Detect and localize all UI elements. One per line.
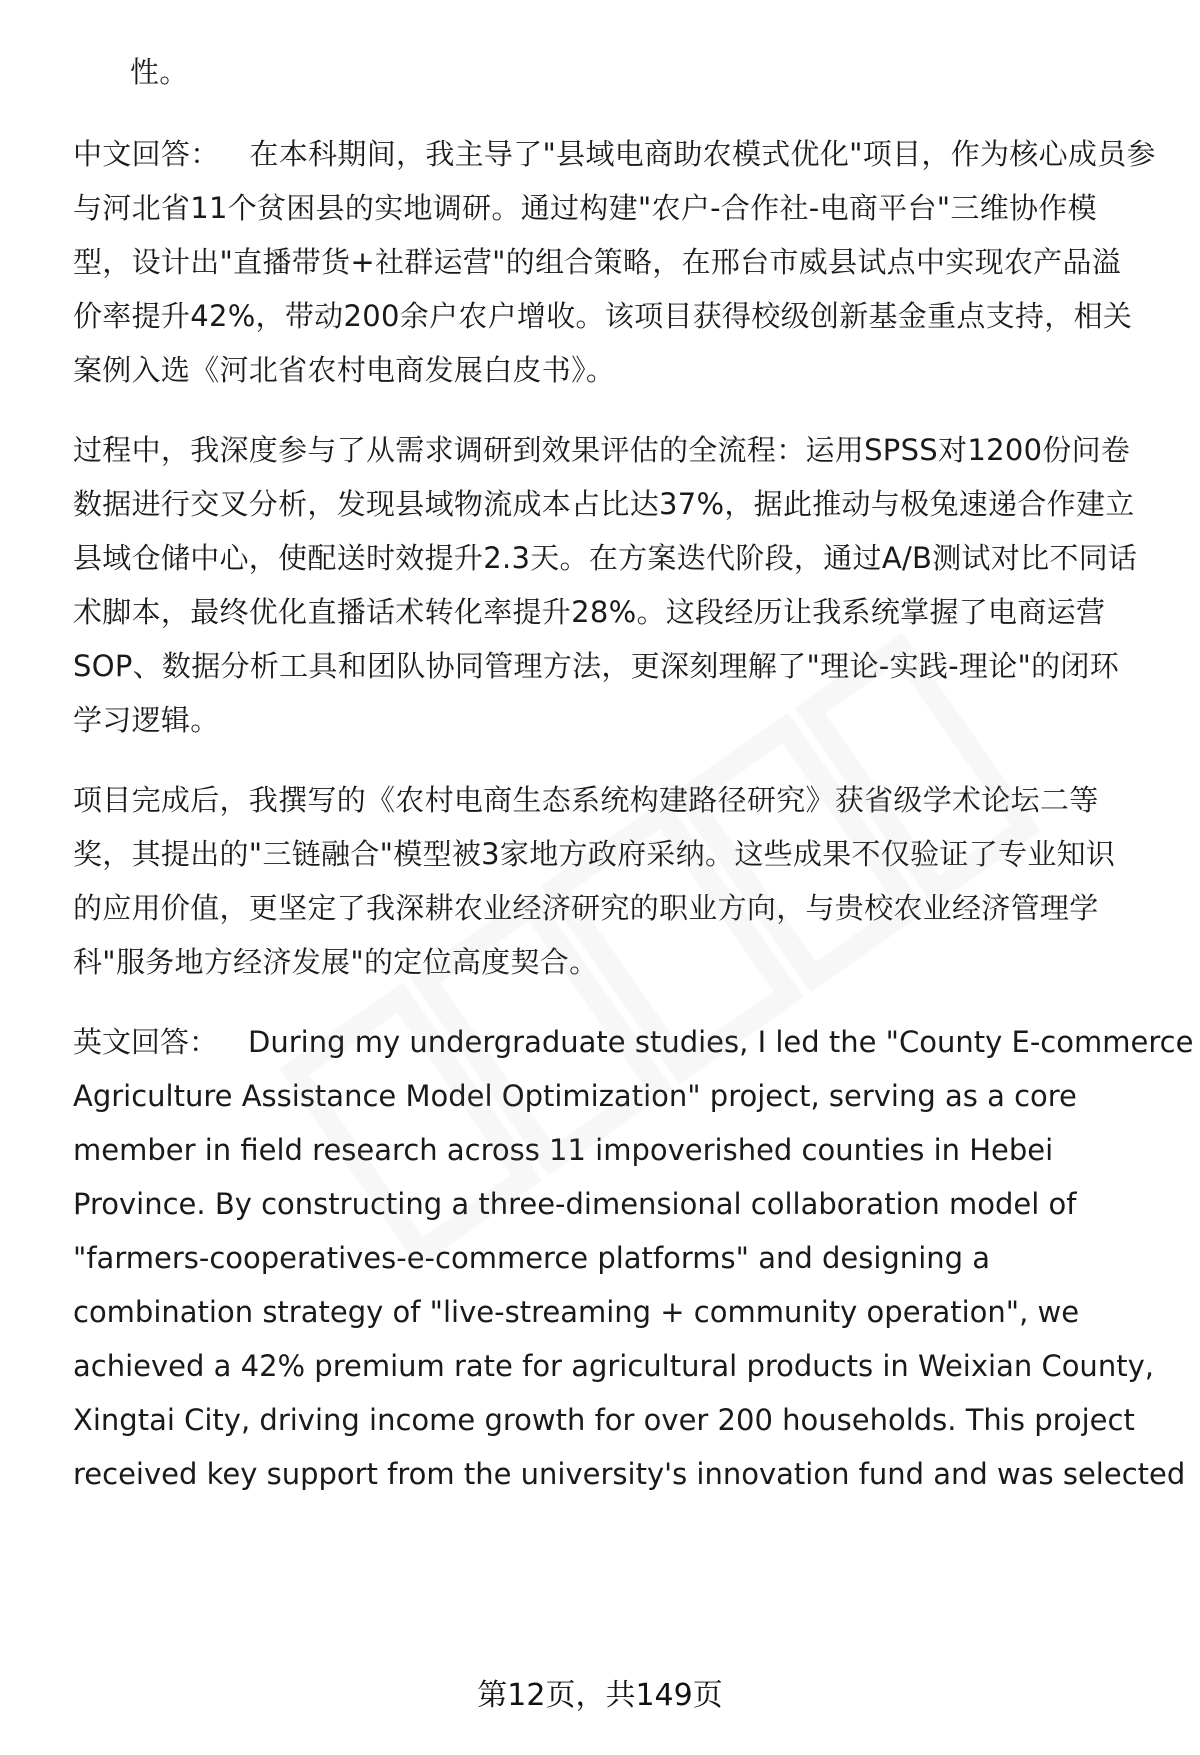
text-line: SOP、数据分析工具和团队协同管理方法，更深刻理解了"理论-实践-理论"的闭环 — [73, 649, 1120, 683]
text-line: 县域仓储中心，使配送时效提升2.3天。在方案迭代阶段，通过A/B测试对比不同话 — [73, 541, 1138, 575]
text-line: 科"服务地方经济发展"的定位高度契合。 — [73, 945, 599, 979]
text-line: "farmers-cooperatives-e-commerce platforms" and designing a — [73, 1241, 991, 1275]
english-answer-line: 英文回答： During my undergraduate studies, I led the "County E-commerce — [73, 1025, 1194, 1059]
text-line: 性。 — [130, 55, 189, 89]
english-answer-label: 英文回答： — [73, 1025, 219, 1059]
chinese-answer-label: 中文回答： — [73, 137, 220, 171]
chinese-answer-line: 中文回答： 在本科期间，我主导了"县域电商助农模式优化"项目，作为核心成员参 — [73, 137, 1156, 171]
text-line: 奖，其提出的"三链融合"模型被3家地方政府采纳。这些成果不仅验证了专业知识 — [73, 837, 1116, 871]
document-page — [73, 0, 1194, 1755]
text-line: Province. By constructing a three-dimensional collaboration model of — [73, 1187, 1077, 1221]
text-line: 的应用价值，更坚定了我深耕农业经济研究的职业方向，与贵校农业经济管理学 — [73, 891, 1099, 925]
text-line: 项目完成后，我撰写的《农村电商生态系统构建路径研究》获省级学术论坛二等 — [73, 783, 1099, 817]
text-line: Agriculture Assistance Model Optimization" project, serving as a core — [73, 1079, 1077, 1113]
page-number-footer: 第12页，共149页 — [477, 1678, 723, 1713]
text-line: 术脚本，最终优化直播话术转化率提升28%。这段经历让我系统掌握了电商运营 — [73, 595, 1106, 629]
text-line: member in field research across 11 impoverished counties in Hebei — [73, 1133, 1054, 1167]
text-line: 与河北省11个贫困县的实地调研。通过构建"农户-合作社-电商平台"三维协作模 — [73, 191, 1097, 225]
text-line: combination strategy of "live-streaming + community operation", we — [73, 1295, 1080, 1329]
text-line: 价率提升42%，带动200余户农户增收。该项目获得校级创新基金重点支持，相关 — [73, 299, 1133, 333]
text-line: 过程中，我深度参与了从需求调研到效果评估的全流程：运用SPSS对1200份问卷 — [73, 433, 1131, 467]
text-line: 学习逻辑。 — [73, 703, 220, 737]
text-line: 数据进行交叉分析，发现县域物流成本占比达37%，据此推动与极兔速递合作建立 — [73, 487, 1135, 521]
text-line: Xingtai City, driving income growth for over 200 households. This project — [73, 1403, 1135, 1437]
text-line: achieved a 42% premium rate for agricultural products in Weixian County, — [73, 1349, 1154, 1383]
text-line: 案例入选《河北省农村电商发展白皮书》。 — [73, 353, 616, 387]
text-line: 型，设计出"直播带货+社群运营"的组合策略，在邢台市威县试点中实现农产品溢 — [73, 245, 1122, 279]
text-line: received key support from the university's innovation fund and was selected — [73, 1457, 1186, 1491]
